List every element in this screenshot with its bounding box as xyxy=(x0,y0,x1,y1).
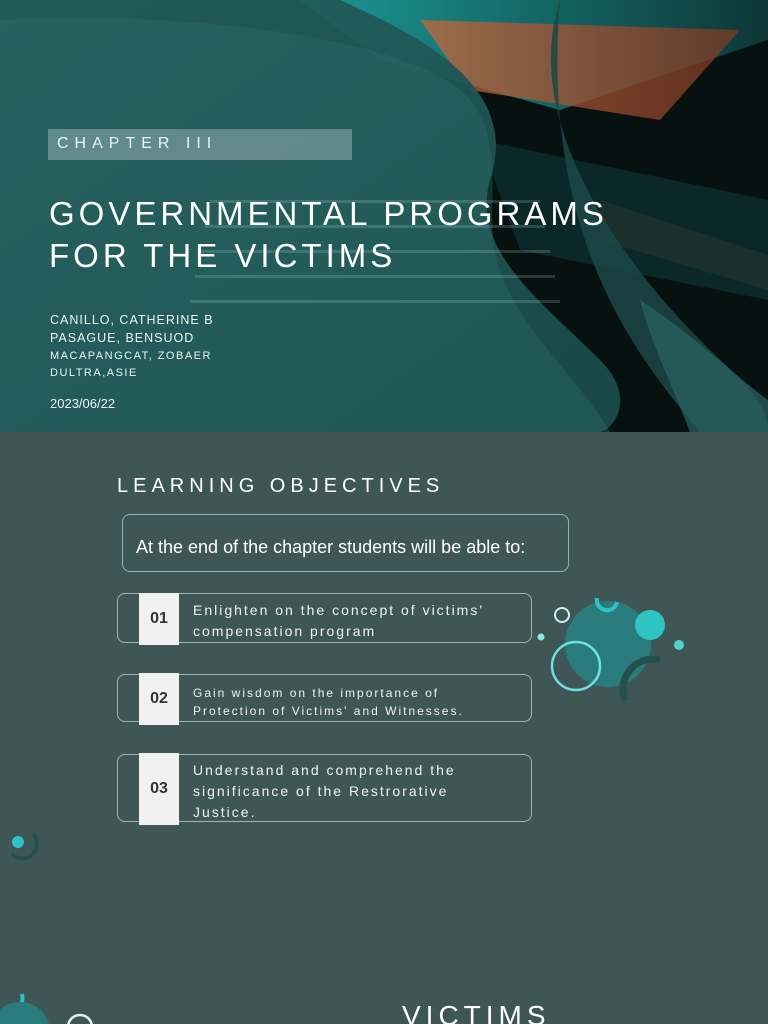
slide-title xyxy=(49,193,608,277)
presentation-date: 2023/06/22 xyxy=(50,396,116,411)
learning-objectives-slide xyxy=(0,432,768,1024)
author-1: CANILLO, CATHERINE B xyxy=(50,313,214,327)
objective-item xyxy=(117,674,532,722)
decor-dot-small-right xyxy=(674,640,684,650)
decor-dot-left xyxy=(12,836,24,848)
next-slide-title: VICTIMS xyxy=(402,1000,551,1024)
decor-circle-large xyxy=(565,601,651,687)
decor-dot-medium xyxy=(635,610,665,640)
author-2: PASAGUE, BENSUOD xyxy=(50,331,195,345)
decor-dot-small xyxy=(538,634,545,641)
objective-number: 01 xyxy=(139,593,179,645)
title-line-2: FOR THE VICTIMS xyxy=(49,237,397,274)
objective-line: significance of the Restrorative xyxy=(193,783,449,799)
objective-item xyxy=(117,754,532,822)
objective-item xyxy=(117,593,532,643)
objective-line: Protection of Victims' and Witnesses. xyxy=(193,704,464,718)
title-slide xyxy=(0,0,768,432)
objective-line: Justice. xyxy=(193,804,257,820)
decor-ring-small xyxy=(555,608,569,622)
intro-text: At the end of the chapter students will be able to: xyxy=(136,537,526,557)
decor-circle-bottom-left xyxy=(0,1002,50,1024)
section-heading: LEARNING OBJECTIVES xyxy=(117,475,445,497)
objective-text xyxy=(193,600,484,642)
objective-text xyxy=(193,684,464,720)
objective-number: 03 xyxy=(139,753,179,825)
author-4: DULTRA,ASIE xyxy=(50,367,138,379)
title-line-1: GOVERNMENTAL PROGRAMS xyxy=(49,195,608,232)
chapter-label: CHAPTER III xyxy=(57,135,218,152)
objective-line: Enlighten on the concept of victims' xyxy=(193,602,485,618)
objective-text xyxy=(193,760,456,823)
author-3: MACAPANGCAT, ZOBAER xyxy=(50,350,212,362)
objective-line: Understand and comprehend the xyxy=(193,762,456,778)
objective-line: Gain wisdom on the importance of xyxy=(193,686,440,700)
decor-ring-bottom xyxy=(68,1015,92,1024)
objective-line: compensation program xyxy=(193,623,377,639)
objective-number: 02 xyxy=(139,673,179,725)
